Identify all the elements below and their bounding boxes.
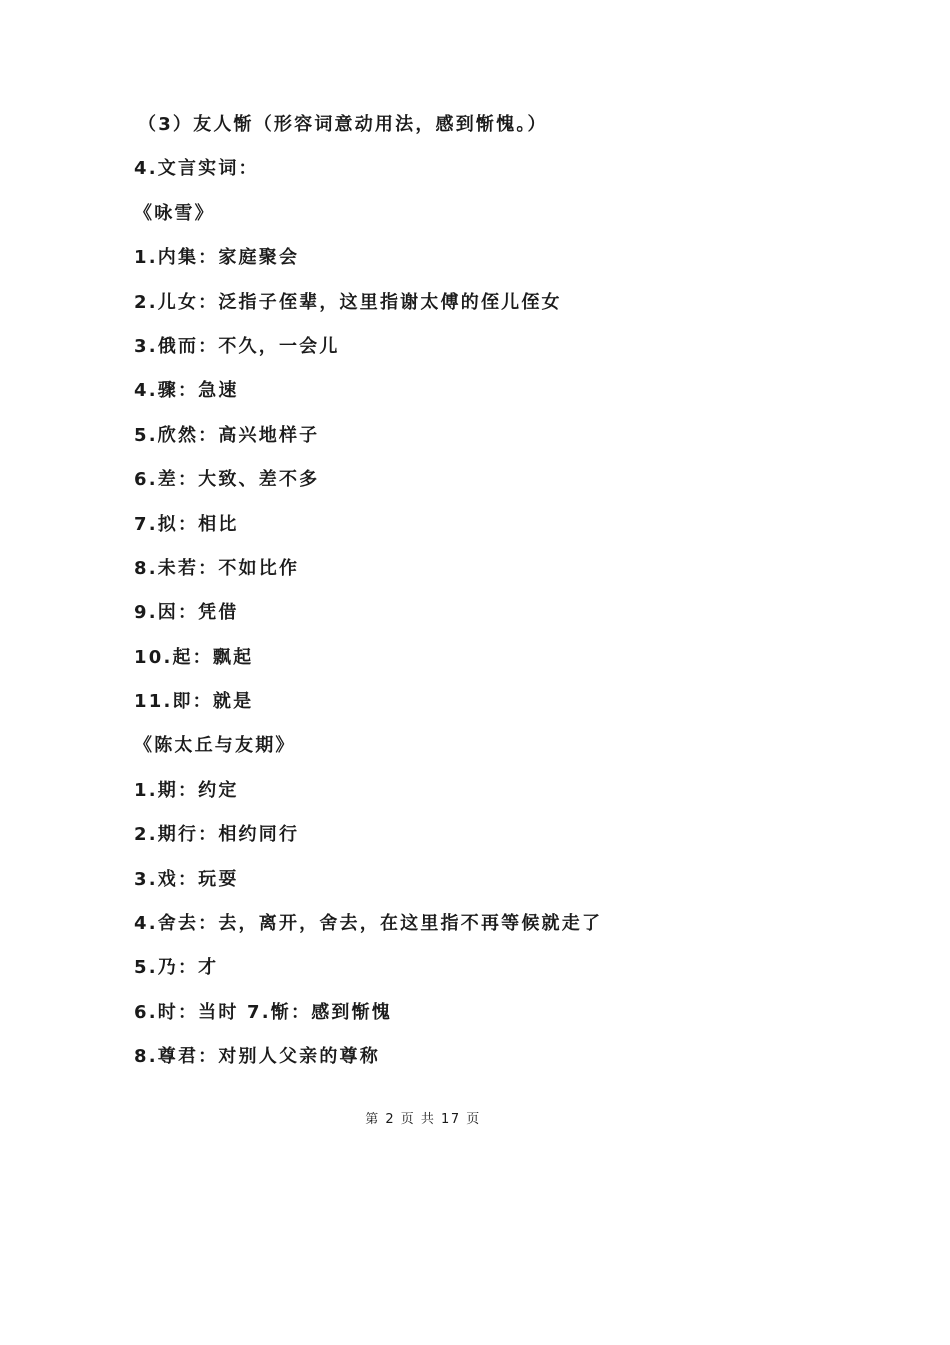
vocab-item: 8.尊君：对别人父亲的尊称 (134, 1046, 380, 1068)
document-body (134, 109, 834, 1086)
vocab-item: 3.戏：玩耍 (134, 868, 239, 890)
vocab-item: 5.乃：才 (134, 957, 219, 979)
vocab-item: 10.起：飘起 (134, 646, 254, 668)
vocab-item: 6.差：大致、差不多 (134, 469, 320, 491)
vocab-item: 1.内集：家庭聚会 (134, 247, 300, 269)
vocab-item: 1.期：约定 (134, 779, 239, 801)
vocab-item: 3.俄而：不久，一会儿 (134, 335, 340, 357)
vocab-item: 2.期行：相约同行 (134, 824, 300, 846)
annotation-line: （3）友人惭（形容词意动用法，感到惭愧。） (138, 114, 548, 135)
text-title-yongxue: 《咏雪》 (134, 202, 215, 224)
vocab-item: 11.即：就是 (134, 691, 254, 713)
text-title-chentaiqiu: 《陈太丘与友期》 (134, 735, 296, 757)
vocab-item: 9.因：凭借 (134, 602, 239, 624)
section-heading: 4.文言实词： (134, 158, 259, 180)
vocab-item: 7.拟：相比 (134, 513, 239, 535)
page-number-footer: 第 2 页 共 17 页 (365, 1112, 481, 1127)
vocab-item: 8.未若：不如比作 (134, 557, 300, 579)
vocab-item: 2.儿女：泛指子侄辈，这里指谢太傅的侄儿侄女 (134, 291, 562, 313)
vocab-item: 4.骤：急速 (134, 380, 239, 402)
vocab-item: 4.舍去：去，离开，舍去，在这里指不再等候就走了 (134, 913, 603, 935)
vocab-item: 6.时：当时 7.惭：感到惭愧 (134, 1001, 392, 1023)
vocab-item: 5.欣然：高兴地样子 (134, 424, 320, 446)
